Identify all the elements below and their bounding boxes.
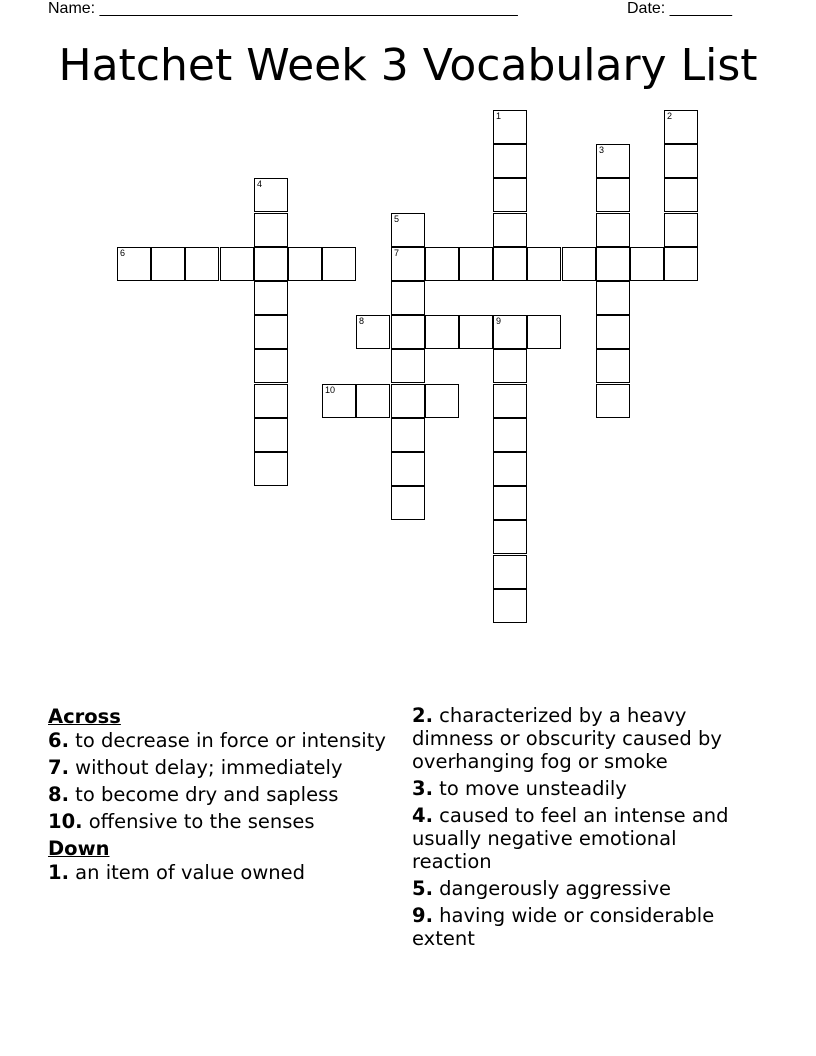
grid-cell[interactable]	[493, 349, 527, 383]
clue-item	[412, 904, 757, 950]
grid-cell[interactable]	[391, 384, 425, 418]
clue-item-number: 6.	[48, 729, 69, 752]
grid-cell[interactable]	[459, 247, 493, 281]
grid-cell[interactable]	[596, 247, 630, 281]
clue-item	[412, 877, 757, 900]
clue-item	[412, 804, 757, 873]
grid-cell[interactable]	[493, 178, 527, 212]
grid-cell[interactable]	[391, 281, 425, 315]
down-clue-list	[48, 861, 393, 884]
clue-item-number: 3.	[412, 777, 433, 800]
grid-cell[interactable]	[596, 349, 630, 383]
grid-cell[interactable]	[391, 486, 425, 520]
clue-item-text: having wide or considerable extent	[412, 904, 715, 950]
grid-cell[interactable]	[493, 315, 527, 349]
clue-item-number: 5.	[412, 877, 433, 900]
grid-cell[interactable]	[664, 213, 698, 247]
clue-number: 3	[599, 145, 605, 155]
clue-item-text: to become dry and sapless	[68, 783, 339, 806]
grid-cell[interactable]	[493, 418, 527, 452]
clue-number: 4	[257, 179, 263, 189]
clue-item	[48, 783, 393, 806]
down-heading: Down	[48, 837, 110, 860]
grid-cell[interactable]	[493, 589, 527, 623]
grid-cell[interactable]	[630, 247, 664, 281]
grid-cell[interactable]	[254, 247, 288, 281]
grid-cell[interactable]	[596, 281, 630, 315]
clue-item-text: dangerously aggressive	[432, 877, 672, 900]
clue-number: 5	[394, 214, 400, 224]
grid-cell[interactable]	[596, 384, 630, 418]
clue-item	[48, 861, 393, 884]
across-clue-list	[48, 729, 393, 833]
grid-cell[interactable]	[356, 315, 390, 349]
clue-item-number: 9.	[412, 904, 433, 927]
clue-item-number: 1.	[48, 861, 69, 884]
clue-item-number: 10.	[48, 810, 83, 833]
clue-number: 8	[359, 316, 365, 326]
grid-cell[interactable]	[425, 384, 459, 418]
clue-item	[48, 756, 393, 779]
clue-item-text: offensive to the senses	[82, 810, 315, 833]
clue-item	[48, 729, 393, 752]
grid-cell[interactable]	[391, 452, 425, 486]
grid-cell[interactable]	[288, 247, 322, 281]
grid-cell[interactable]	[493, 520, 527, 554]
clue-item-number: 2.	[412, 704, 433, 727]
clues-right-column	[412, 703, 757, 954]
grid-cell[interactable]	[425, 247, 459, 281]
grid-cell[interactable]	[493, 247, 527, 281]
grid-cell[interactable]	[254, 281, 288, 315]
grid-cell[interactable]	[527, 247, 561, 281]
grid-cell[interactable]	[664, 144, 698, 178]
grid-cell[interactable]	[391, 247, 425, 281]
grid-cell[interactable]	[596, 144, 630, 178]
clue-item	[412, 704, 757, 773]
clue-item-text: to move unsteadily	[432, 777, 627, 800]
grid-cell[interactable]	[459, 315, 493, 349]
grid-cell[interactable]	[562, 247, 596, 281]
clue-item-text: characterized by a heavy dimness or obscurity caused by overhanging fog or smoke	[412, 704, 722, 773]
grid-cell[interactable]	[220, 247, 254, 281]
grid-cell[interactable]	[596, 315, 630, 349]
grid-cell[interactable]	[391, 349, 425, 383]
grid-cell[interactable]	[493, 144, 527, 178]
clue-item	[412, 777, 757, 800]
down-clue-list-continued	[412, 704, 757, 950]
grid-cell[interactable]	[254, 315, 288, 349]
grid-cell[interactable]	[527, 315, 561, 349]
grid-cell[interactable]	[493, 110, 527, 144]
clue-item-text: caused to feel an intense and usually negative emotional reaction	[412, 804, 729, 873]
grid-cell[interactable]	[254, 349, 288, 383]
grid-cell[interactable]	[322, 247, 356, 281]
grid-cell[interactable]	[254, 213, 288, 247]
grid-cell[interactable]	[664, 178, 698, 212]
grid-cell[interactable]	[493, 486, 527, 520]
grid-cell[interactable]	[254, 178, 288, 212]
grid-cell[interactable]	[493, 384, 527, 418]
clue-item-text: without delay; immediately	[68, 756, 343, 779]
grid-cell[interactable]	[322, 384, 356, 418]
page-title: Hatchet Week 3 Vocabulary List	[58, 40, 758, 91]
clue-item-text: an item of value owned	[68, 861, 306, 884]
grid-cell[interactable]	[664, 247, 698, 281]
clue-number: 6	[120, 248, 126, 258]
grid-cell[interactable]	[493, 555, 527, 589]
grid-cell[interactable]	[254, 418, 288, 452]
clue-number: 9	[496, 316, 502, 326]
grid-cell[interactable]	[391, 418, 425, 452]
clues-left-column	[48, 703, 393, 888]
clue-number: 10	[325, 385, 336, 395]
clue-number: 2	[667, 111, 673, 121]
grid-cell[interactable]	[185, 247, 219, 281]
grid-cell[interactable]	[254, 384, 288, 418]
across-heading: Across	[48, 705, 121, 728]
grid-cell[interactable]	[493, 213, 527, 247]
name-field-label: Name: _______________________________________________	[48, 0, 518, 17]
clue-number: 1	[496, 111, 502, 121]
clue-item-text: to decrease in force or intensity	[68, 729, 386, 752]
clue-item	[48, 810, 393, 833]
grid-cell[interactable]	[151, 247, 185, 281]
grid-cell[interactable]	[254, 452, 288, 486]
grid-cell[interactable]	[596, 213, 630, 247]
grid-cell[interactable]	[356, 384, 390, 418]
grid-cell[interactable]	[596, 178, 630, 212]
grid-cell[interactable]	[391, 315, 425, 349]
clue-number: 7	[394, 248, 400, 258]
grid-cell[interactable]	[664, 110, 698, 144]
grid-cell[interactable]	[425, 315, 459, 349]
grid-cell[interactable]	[117, 247, 151, 281]
clue-item-number: 4.	[412, 804, 433, 827]
clue-item-number: 7.	[48, 756, 69, 779]
grid-cell[interactable]	[493, 452, 527, 486]
grid-cell[interactable]	[391, 213, 425, 247]
clue-item-number: 8.	[48, 783, 69, 806]
date-field-label: Date: _______	[627, 0, 732, 17]
